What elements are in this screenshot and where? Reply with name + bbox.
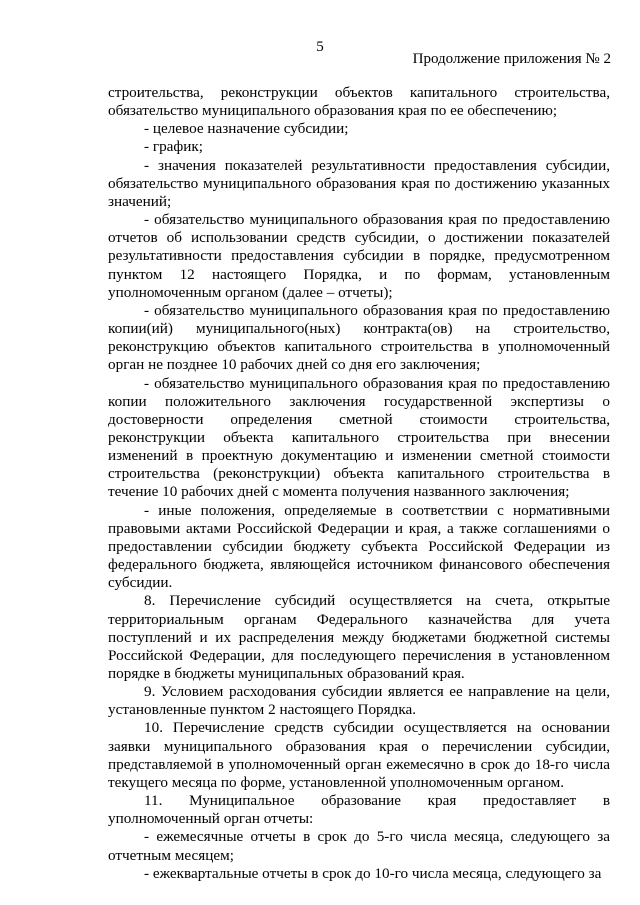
body-paragraph: - ежемесячные отчеты в срок до 5-го числа месяца, следующего за отчетным месяцем; (108, 828, 610, 864)
body-paragraph: - обязательство муниципального образования края по предоставлению копии(ий) муниципального(ных) контракта(ов) на строительство, реконструкцию объектов капитального строительства в уполномоченный орган не позднее 10 рабочих дней со дня его заключения; (108, 301, 610, 374)
body-paragraph: строительства, реконструкции объектов капитального строительства, обязательство муниципального образования края по ее обеспечению; (108, 84, 610, 120)
body-paragraph: 8. Перечисление субсидий осуществляется на счета, открытые территориальным органам Федерального казначейства для учета поступлений и их распределения между бюджетами бюджетной системы Российской Федерации, для последующего перечисления в установленном порядке в бюджеты муниципальных образований края. (108, 592, 610, 682)
appendix-continuation-note: Продолжение приложения № 2 (412, 51, 611, 67)
body-paragraph: - обязательство муниципального образования края по предоставлению копии положительного заключения государственной экспертизы о достоверности определения сметной стоимости строительства, реконструкции объекта капитального строительства при внесении изменений в проектную документацию и изменении сметной стоимости строительства (реконструкции) объекта капитального строительства в течение 10 рабочих дней с момента получения названного заключения; (108, 374, 610, 501)
body-paragraph: 10. Перечисление средств субсидии осуществляется на основании заявки муниципального образования края о перечислении субсидии, представляемой в уполномоченный орган ежемесячно в срок до 18-го числа текущего месяца по форме, установленной уполномоченным органом. (108, 719, 610, 791)
body-paragraph: - значения показателей результативности предоставления субсидии, обязательство муниципального образования края по достижению указанных значений; (108, 156, 610, 210)
body-paragraph: - график; (144, 138, 203, 156)
body-paragraph: 9. Условием расходования субсидии является ее направление на цели, установленные пунктом 2 настоящего Порядка. (108, 683, 610, 719)
body-paragraph: - ежеквартальные отчеты в срок до 10-го числа месяца, следующего за (144, 864, 602, 882)
document-body (108, 84, 610, 883)
body-paragraph: 11. Муниципальное образование края предоставляет в уполномоченный орган отчеты: (108, 792, 610, 828)
body-paragraph: - иные положения, определяемые в соответствии с нормативными правовыми актами Российской Федерации и края, а также соглашениями о предоставлении субсидии бюджету субъекта Российской Федерации из федерального бюджета, являющейся источником финансового обеспечения субсидии. (108, 501, 610, 592)
page-number: 5 (316, 39, 324, 55)
body-paragraph: - целевое назначение субсидии; (144, 120, 349, 138)
body-paragraph: - обязательство муниципального образования края по предоставлению отчетов об использовании средств субсидии, о достижении показателей результативности предоставления субсидии в порядке, предусмотренном пунктом 12 настоящего Порядка, и по формам, установленным уполномоченным органом (далее – отчеты); (108, 211, 610, 301)
